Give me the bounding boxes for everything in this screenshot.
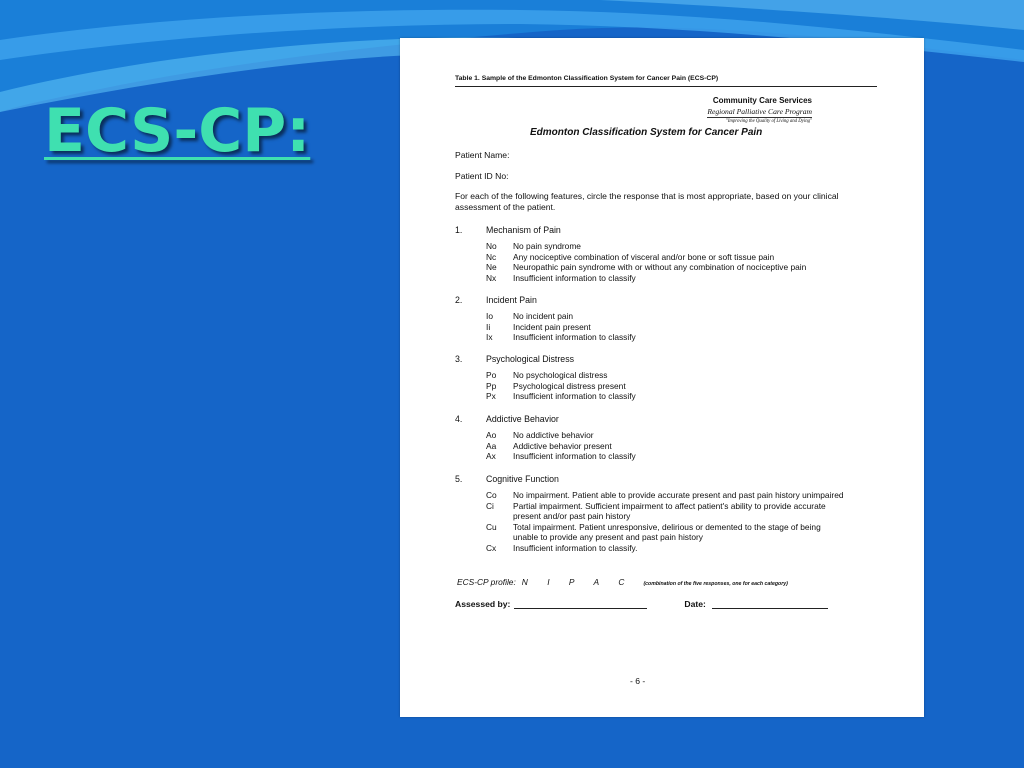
page-number: - 6 - xyxy=(630,676,646,686)
profile-note: (combination of the five responses, one for each category) xyxy=(643,581,788,587)
profile-letter: I xyxy=(547,577,550,587)
option-code: Ao xyxy=(486,430,497,440)
option-row xyxy=(486,501,844,522)
option-text: Partial impairment. Sufficient impairment to affect patient's ability to provide accurate present and/or past pain history xyxy=(513,500,826,521)
option-row xyxy=(486,332,875,343)
profile-letter: C xyxy=(618,577,625,587)
section-number: 1. xyxy=(455,225,463,235)
table-caption: Table 1. Sample of the Edmonton Classification System for Cancer Pain (ECS-CP) xyxy=(455,75,877,87)
section-number: 4. xyxy=(455,414,463,424)
option-text: No pain syndrome xyxy=(513,241,581,251)
org-program: Regional Palliative Care Program xyxy=(707,107,812,116)
profile-letters xyxy=(522,577,636,587)
option-text: No impairment. Patient able to provide accurate present and past pain history unimpaired xyxy=(513,490,844,500)
org-name: Community Care Services xyxy=(712,96,812,105)
option-text: No psychological distress xyxy=(513,370,608,380)
option-text: Psychological distress present xyxy=(513,380,626,391)
option-row xyxy=(486,370,875,381)
option-row xyxy=(486,262,875,273)
option-row xyxy=(486,241,875,252)
option-row xyxy=(486,391,875,402)
option-text: Insufficient information to classify xyxy=(513,272,636,283)
section-mechanism-of-pain xyxy=(455,225,875,283)
profile-letter: P xyxy=(568,577,575,587)
date-field[interactable] xyxy=(712,599,828,609)
option-text: No addictive behavior xyxy=(513,430,594,440)
option-code: Ii xyxy=(486,321,491,332)
option-text: Total impairment. Patient unresponsive, delirious or demented to the stage of being unable to provide any present and past pain history xyxy=(513,521,821,542)
option-row xyxy=(486,322,875,333)
patient-name-label: Patient Name: xyxy=(455,150,510,160)
section-psychological-distress xyxy=(455,354,875,402)
section-title: Incident Pain xyxy=(486,295,537,305)
assessed-by-label: Assessed by: xyxy=(455,599,511,609)
section-title: Psychological Distress xyxy=(486,354,574,364)
option-row xyxy=(486,252,875,263)
profile-label: ECS-CP profile: xyxy=(457,577,516,587)
option-text: Neuropathic pain syndrome with or without any combination of nociceptive pain xyxy=(513,262,807,272)
section-title: Addictive Behavior xyxy=(486,414,559,424)
option-row xyxy=(486,273,875,284)
option-code: Px xyxy=(486,391,496,401)
option-code: Co xyxy=(486,490,497,500)
option-text: Incident pain present xyxy=(513,321,591,332)
option-text: Insufficient information to classify. xyxy=(513,542,638,553)
section-cognitive-function xyxy=(455,474,875,553)
option-row xyxy=(486,522,844,543)
option-code: Pp xyxy=(486,380,497,391)
option-code: Aa xyxy=(486,440,497,451)
option-text: Any nociceptive combination of visceral and/or bone or soft tissue pain xyxy=(513,251,775,262)
org-tagline: "Improving the Quality of Living and Dying" xyxy=(725,119,812,124)
option-code: Ax xyxy=(486,451,496,461)
patient-id-label: Patient ID No: xyxy=(455,171,509,181)
option-code: No xyxy=(486,241,497,251)
option-code: Nx xyxy=(486,272,497,283)
option-text: Insufficient information to classify xyxy=(513,391,636,401)
option-code: Ci xyxy=(486,500,494,511)
option-code: Ne xyxy=(486,262,497,272)
assessment-signoff xyxy=(455,599,828,609)
ecs-cp-profile xyxy=(457,577,788,587)
option-code: Io xyxy=(486,311,493,321)
profile-letter: N xyxy=(521,577,528,587)
profile-letter: A xyxy=(593,577,600,587)
option-row xyxy=(486,451,875,462)
option-text: Insufficient information to classify xyxy=(513,451,636,461)
option-text: No incident pain xyxy=(513,311,574,321)
option-code: Ix xyxy=(486,332,493,342)
form-title: Edmonton Classification System for Cancer Pain xyxy=(530,127,763,138)
instructions: For each of the following features, circle the response that is most appropriate, based on your clinical assessment of the patient. xyxy=(455,191,839,212)
option-text: Addictive behavior present xyxy=(513,440,612,451)
section-number: 2. xyxy=(455,295,463,305)
assessed-by-field[interactable] xyxy=(514,599,647,609)
option-code: Po xyxy=(486,370,497,380)
option-row xyxy=(486,430,875,441)
slide-title: ECS-CP: xyxy=(44,96,311,166)
option-row xyxy=(486,381,875,392)
section-incident-pain xyxy=(455,295,875,343)
option-row xyxy=(486,311,875,322)
option-code: Nc xyxy=(486,251,497,262)
option-text: Insufficient information to classify xyxy=(513,332,636,342)
option-row xyxy=(486,543,844,554)
option-row xyxy=(486,490,844,501)
section-number: 3. xyxy=(455,354,463,364)
organization-header xyxy=(707,96,812,124)
option-row xyxy=(486,441,875,452)
option-code: Cx xyxy=(486,542,497,553)
document-page xyxy=(400,38,924,717)
date-label: Date: xyxy=(684,599,706,609)
option-code: Cu xyxy=(486,521,497,532)
section-number: 5. xyxy=(455,474,463,484)
section-title: Mechanism of Pain xyxy=(486,225,561,235)
section-title: Cognitive Function xyxy=(486,474,559,484)
section-addictive-behavior xyxy=(455,414,875,462)
